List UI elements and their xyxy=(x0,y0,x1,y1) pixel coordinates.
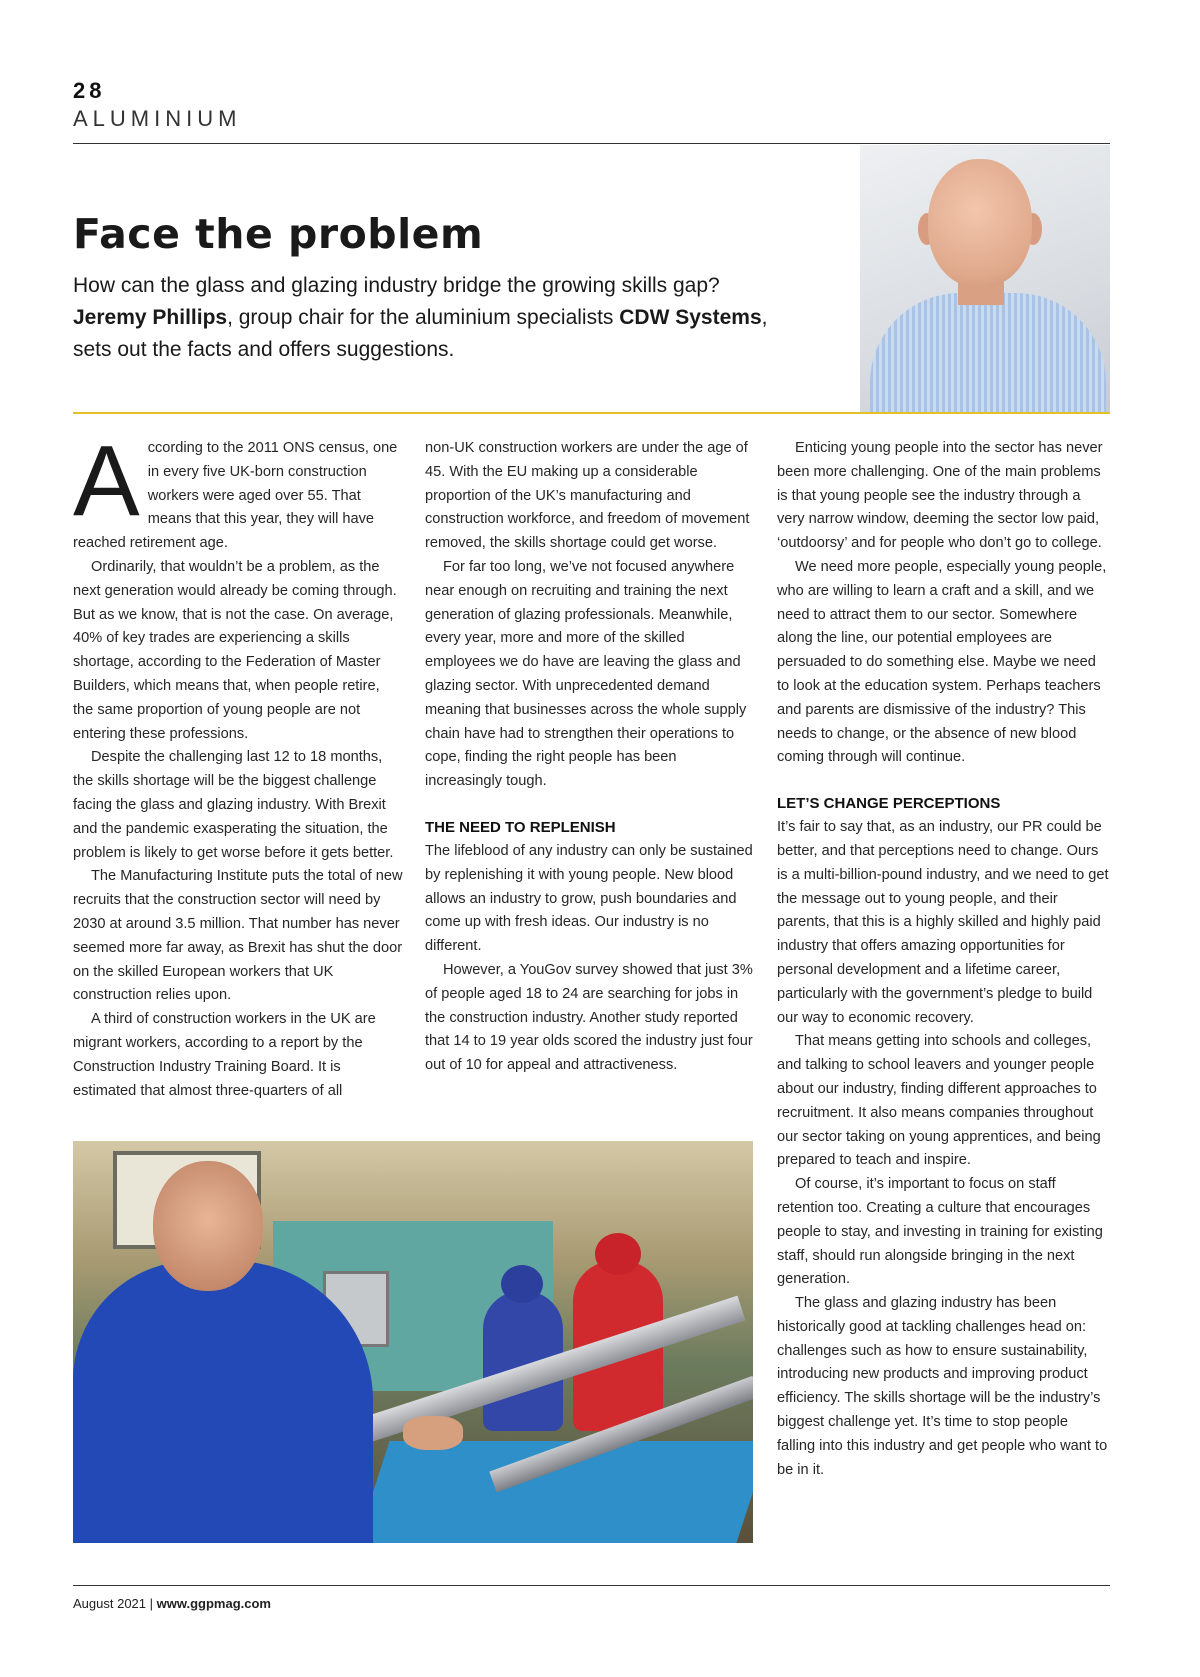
paragraph-text: ccording to the 2011 ONS census, one in every five UK-born construction workers were aged over 55. That means that this year, they will have reached retirement age. xyxy=(73,440,398,552)
subheading: LET’S CHANGE PERCEPTIONS xyxy=(777,795,1001,813)
article-column-1 xyxy=(73,425,403,1103)
body-paragraph: Of course, it’s important to focus on staff retention too. Creating a culture that encourages people to stay, and investing in training for existing staff, should run alongside bringing in the next generation. xyxy=(777,1176,1103,1288)
body-paragraph: That means getting into schools and colleges, and talking to school leavers and younger people about our industry, finding different approaches to recruitment. It also means companies throughout our sector taking on young apprentices, and being prepared to teach and inspire. xyxy=(777,1033,1101,1169)
subheading: THE NEED TO REPLENISH xyxy=(425,818,616,836)
photo-worker-hat xyxy=(501,1265,543,1303)
photo-worker-hat xyxy=(595,1233,641,1275)
photo-hand xyxy=(403,1416,463,1450)
portrait-shirt xyxy=(870,293,1106,412)
photo-foreground-worker-head xyxy=(153,1161,263,1291)
body-paragraph: Ordinarily, that wouldn’t be a problem, as the next generation would already be coming through. But as we know, that is not the case. On average, 40% of key trades are experiencing a skills shortage, according to the Federation of Master Builders, which means that, when people retire, the same proportion of young people are not entering these professions. xyxy=(73,558,397,742)
top-divider xyxy=(73,143,1110,144)
author-name: Jeremy Phillips xyxy=(73,306,228,329)
body-paragraph: non-UK construction workers are under the age of 45. With the EU making up a considerable proportion of the UK’s manufacturing and construction workforce, and freedom of movement removed, the skills shortage could get worse. xyxy=(425,440,750,552)
body-paragraph: Enticing young people into the sector has never been more challenging. One of the main problems is that young people see the industry through a very narrow window, deeming the sector low paid, ‘outdoorsy’ and for people who don’t go to college. xyxy=(777,440,1103,552)
drop-cap: A xyxy=(73,425,140,537)
article-column-3 xyxy=(777,437,1110,1482)
photo-foreground-worker xyxy=(73,1261,373,1543)
body-paragraph: For far too long, we’ve not focused anywhere near enough on recruiting and training the next generation of glazing professionals. Meanwhile, every year, more and more of the skilled employees we do have are leaving the glass and glazing sector. With unprecedented demand meaning that businesses across the whole supply chain have had to strengthen their operations to cope, finding the right people has been increasingly tough. xyxy=(425,558,747,790)
page-number: 28 xyxy=(73,78,106,103)
body-paragraph: It’s fair to say that, as an industry, our PR could be better, and that perceptions need to change. Ours is a multi-billion-pound industry, and we need to get the message out to young people, and their parents, that this is a highly skilled and highly paid industry that offers amazing opportunities for personal development and a lifetime career, particularly with the government’s pledge to build our way to economic recovery. xyxy=(777,819,1109,1026)
standfirst-comma: , xyxy=(761,306,768,329)
standfirst-question: How can the glass and glazing industry bridge the growing skills gap? xyxy=(73,274,720,297)
factory-workers-photo xyxy=(73,1141,753,1543)
body-paragraph: Despite the challenging last 12 to 18 months, the skills shortage will be the biggest challenge facing the glass and glazing industry. With Brexit and the pandemic exasperating the situation, the problem is likely to get worse before it gets better. xyxy=(73,749,394,861)
standfirst-summary: sets out the facts and offers suggestions. xyxy=(73,338,455,361)
company-name: CDW Systems xyxy=(619,306,762,329)
bottom-divider xyxy=(73,1585,1110,1586)
article-column-2 xyxy=(425,437,755,1078)
body-paragraph: We need more people, especially young people, who are willing to learn a craft and a skill, and we need to attract them to our sector. Somewhere along the line, our potential employees are persuaded to do something else. Maybe we need to look at the education system. Perhaps teachers and parents are dismissive of the industry? This needs to change, or the absence of new blood coming through will continue. xyxy=(777,558,1107,766)
accent-divider xyxy=(73,412,1110,414)
section-label: ALUMINIUM xyxy=(73,106,242,131)
standfirst-role: , group chair for the aluminium specialists xyxy=(227,306,620,329)
website-link[interactable]: www.ggpmag.com xyxy=(156,1596,271,1611)
body-paragraph xyxy=(73,425,403,556)
issue-date: August 2021 xyxy=(73,1596,147,1611)
footer-separator: | xyxy=(146,1596,157,1611)
author-portrait-photo xyxy=(860,145,1110,412)
body-paragraph: However, a YouGov survey showed that just 3% of people aged 18 to 24 are searching for jobs in the construction industry. Another study reported that 14 to 19 year olds scored the industry just four out of 10 for appeal and attractiveness. xyxy=(425,961,753,1074)
body-paragraph: The Manufacturing Institute puts the total of new recruits that the construction sector will need by 2030 at around 3.5 million. That number has never seemed more far away, as Brexit has shut the door on the skilled European workers that UK construction relies upon. xyxy=(73,868,403,1004)
body-paragraph: A third of construction workers in the UK are migrant workers, according to a report by the Construction Industry Training Board. It is estimated that almost three-quarters of all xyxy=(73,1011,376,1099)
article-standfirst xyxy=(73,270,833,366)
page-footer xyxy=(73,1596,271,1611)
body-paragraph: The glass and glazing industry has been historically good at tackling challenges head on: challenges such as how to ensure sustainability, introducing new products and improving product efficiency. The skills shortage will be the industry’s biggest challenge yet. It’s time to stop people falling into this industry and get people who want to be in it. xyxy=(777,1295,1108,1478)
article-headline: Face the problem xyxy=(73,210,484,258)
portrait-head xyxy=(928,159,1032,287)
body-paragraph: The lifeblood of any industry can only be sustained by replenishing it with young people. New blood allows an industry to grow, push boundaries and come up with fresh ideas. Our industry is no different. xyxy=(425,842,753,955)
